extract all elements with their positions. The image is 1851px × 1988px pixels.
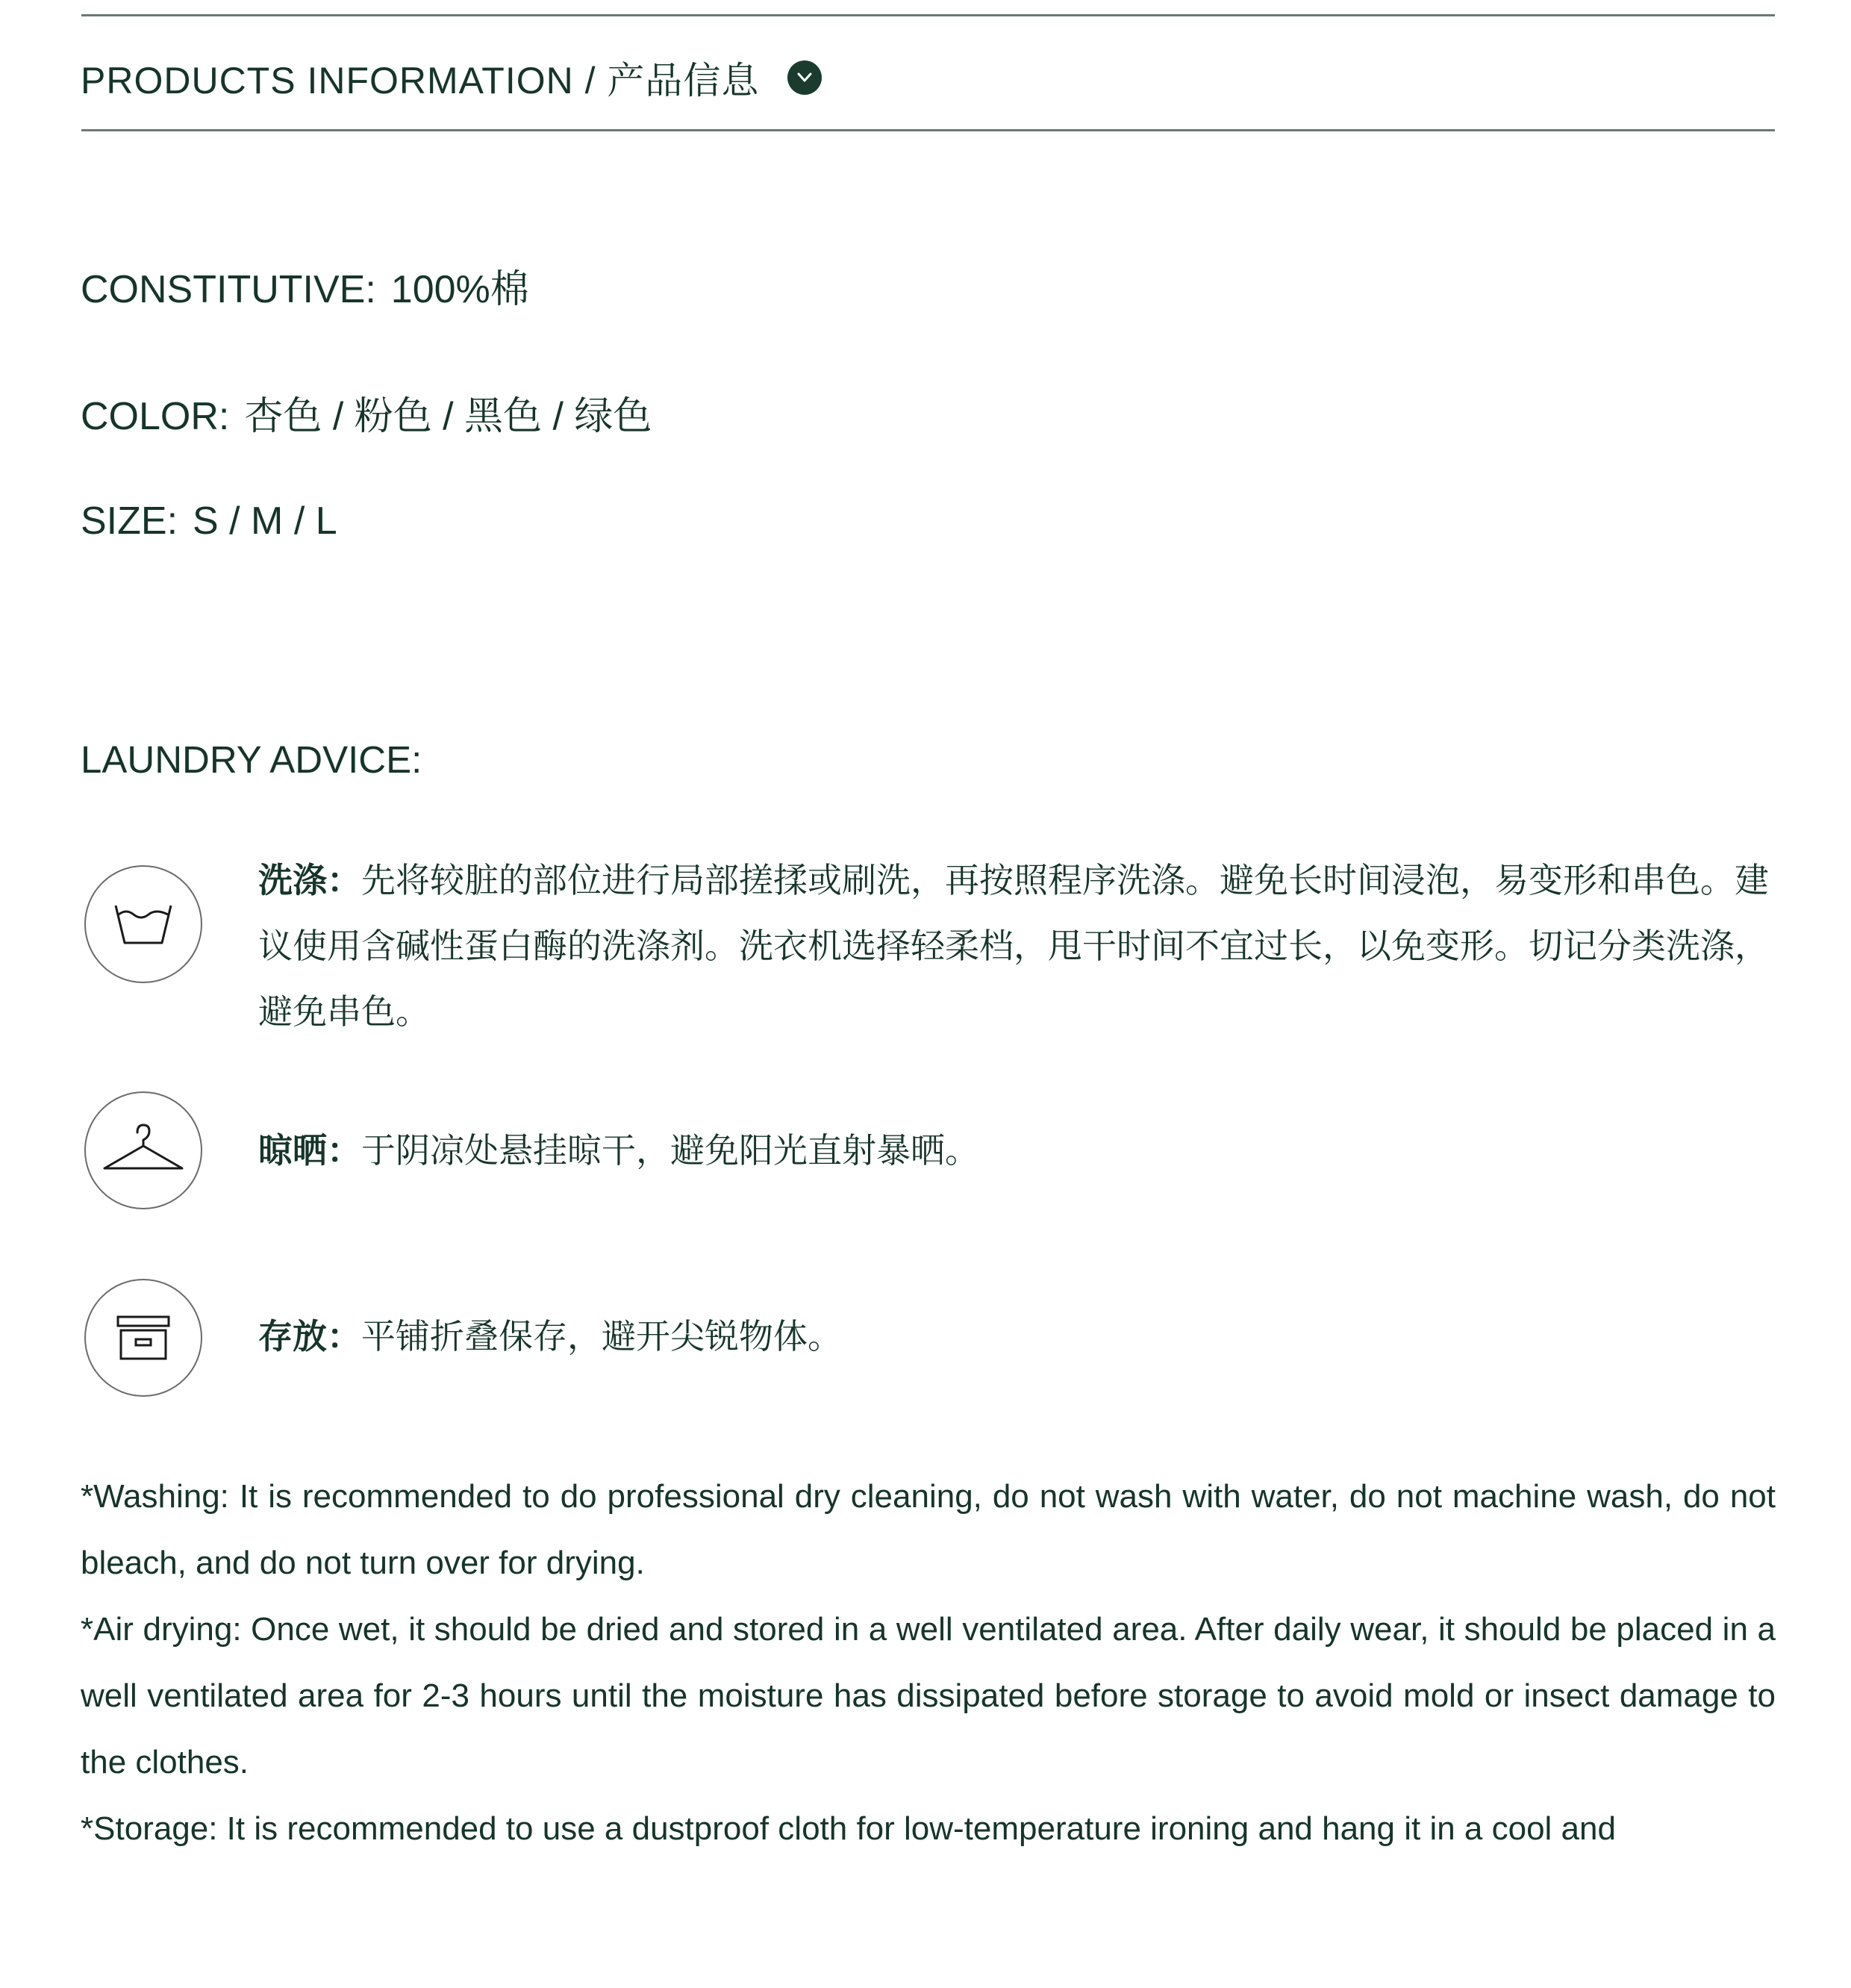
hanger-icon — [84, 1091, 202, 1209]
note-washing: *Washing: It is recommended to do professional dry cleaning, do not wash with water, do not machine wash, do not bleach, and do not turn over for drying. — [81, 1478, 1776, 1581]
spec-size — [81, 499, 337, 543]
care-item-storage — [258, 1303, 1776, 1369]
spec-value: 杏色 / 粉色 / 黑色 / 绿色 — [244, 395, 652, 438]
spec-color — [81, 384, 652, 440]
wash-tub-icon — [84, 865, 202, 983]
note-storage: *Storage: It is recommended to use a dustproof cloth for low-temperature ironing and hang it in a cool and — [81, 1810, 1616, 1847]
note-air-drying: *Air drying: Once wet, it should be dried and stored in a well ventilated area. After daily wear, it should be placed in a well ventilated area for 2-3 hours until the moisture has dissipated before storage to avoid mold or insect damage to the clothes. — [81, 1611, 1776, 1780]
spec-constitutive — [81, 258, 529, 314]
page-title: PRODUCTS INFORMATION / 产品信息 — [81, 60, 760, 102]
products-info-header[interactable] — [81, 49, 822, 106]
spec-label: SIZE: — [81, 499, 178, 543]
care-description: 于阴凉处悬挂晾干，避免阳光直射暴晒。 — [361, 1131, 979, 1170]
care-label: 洗涤： — [258, 861, 361, 900]
spec-value: S / M / L — [193, 499, 337, 543]
spec-label: COLOR: — [81, 395, 230, 438]
top-divider — [81, 14, 1775, 16]
care-label: 存放： — [258, 1317, 361, 1356]
laundry-advice-title: LAUNDRY ADVICE: — [81, 738, 422, 781]
care-item-washing — [258, 847, 1776, 1044]
english-care-notes — [81, 1463, 1776, 1862]
spec-label: CONSTITUTIVE: — [81, 268, 376, 311]
header-divider — [81, 129, 1775, 131]
care-label: 晾晒： — [258, 1131, 361, 1170]
spec-value: 100%棉 — [390, 268, 529, 311]
storage-box-icon — [84, 1279, 202, 1397]
care-description: 先将较脏的部位进行局部搓揉或刷洗，再按照程序洗涤。避免长时间浸泡，易变形和串色。建议使用含碱性蛋白酶的洗涤剂。洗衣机选择轻柔档，甩干时间不宜过长，以免变形。切记分类洗涤，避免串色。 — [258, 861, 1769, 1031]
care-item-drying — [258, 1118, 1776, 1183]
care-description: 平铺折叠保存，避开尖锐物体。 — [361, 1317, 842, 1356]
chevron-down-icon[interactable] — [787, 60, 822, 95]
